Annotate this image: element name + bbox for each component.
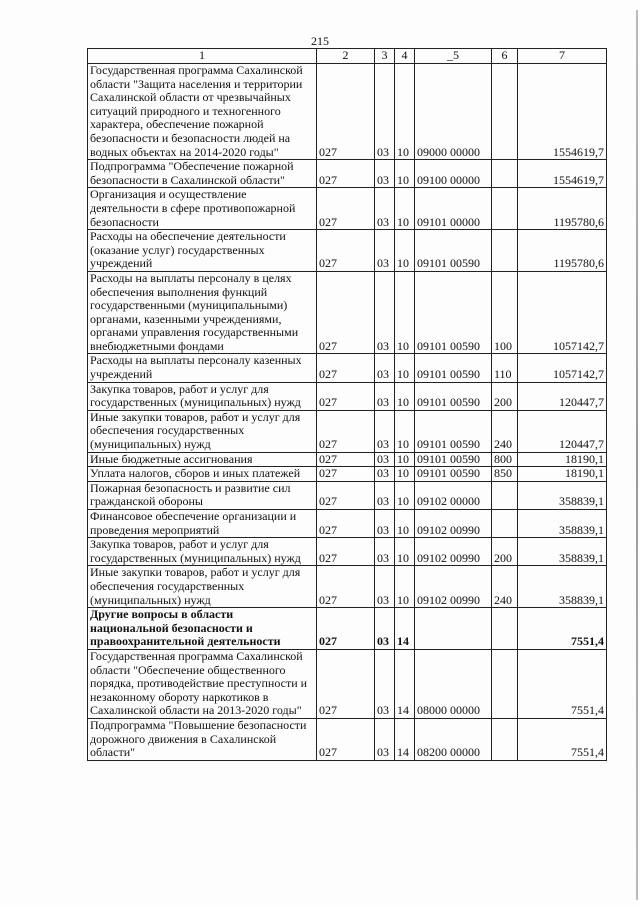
row-name-cell: Закупка товаров, работ и услуг для государственных (муниципальных) нужд — [88, 382, 317, 410]
row-target-article-code: 09102 00000 — [415, 481, 492, 509]
row-target-article-code: 09000 00000 — [415, 64, 492, 160]
table-row — [88, 188, 607, 230]
row-grbs-code: 027 — [317, 160, 375, 188]
row-name-cell: Иные бюджетные ассигнования — [88, 452, 317, 467]
table-row — [88, 354, 607, 382]
row-subsection-code: 10 — [395, 410, 415, 452]
row-grbs-code: 027 — [317, 718, 375, 760]
row-target-article-code: 09101 00590 — [415, 271, 492, 354]
row-target-article-code: 09102 00990 — [415, 566, 492, 608]
row-target-article-code: 09102 00990 — [415, 538, 492, 566]
row-amount: 18190,1 — [518, 452, 607, 467]
row-grbs-code: 027 — [317, 452, 375, 467]
table-header — [88, 49, 607, 64]
row-target-article-code: 09101 00590 — [415, 354, 492, 382]
row-expense-type-code — [492, 481, 518, 509]
row-section-code: 03 — [375, 467, 395, 482]
row-amount: 7551,4 — [518, 608, 607, 650]
row-amount: 120447,7 — [518, 410, 607, 452]
row-name-cell: Пожарная безопасность и развитие сил гражданской обороны — [88, 481, 317, 509]
row-grbs-code: 027 — [317, 566, 375, 608]
row-name-cell: Государственная программа Сахалинской области "Защита населения и территории Сахалинской области от чрезвычайных ситуаций природного и техногенного характера, обеспечение пожарной безопасности и безопасности людей на водных объектах на 2014-2020 годы" — [88, 64, 317, 160]
row-subsection-code: 10 — [395, 452, 415, 467]
row-expense-type-code — [492, 510, 518, 538]
row-subsection-code: 10 — [395, 538, 415, 566]
row-target-article-code: 09101 00590 — [415, 452, 492, 467]
table-row — [88, 538, 607, 566]
row-grbs-code: 027 — [317, 608, 375, 650]
row-section-code: 03 — [375, 452, 395, 467]
row-subsection-code: 10 — [395, 382, 415, 410]
row-subsection-code: 14 — [395, 608, 415, 650]
row-name-cell: Организация и осуществление деятельности в сфере противопожарной безопасности — [88, 188, 317, 230]
row-section-code: 03 — [375, 718, 395, 760]
row-target-article-code: 09100 00000 — [415, 160, 492, 188]
row-subsection-code: 10 — [395, 230, 415, 272]
row-expense-type-code: 240 — [492, 566, 518, 608]
row-subsection-code: 10 — [395, 271, 415, 354]
row-grbs-code: 027 — [317, 510, 375, 538]
row-subsection-code: 10 — [395, 188, 415, 230]
budget-table — [87, 48, 607, 761]
row-name-cell: Уплата налогов, сборов и иных платежей — [88, 467, 317, 482]
row-target-article-code: 09101 00590 — [415, 410, 492, 452]
row-expense-type-code: 850 — [492, 467, 518, 482]
row-grbs-code: 027 — [317, 188, 375, 230]
row-grbs-code: 027 — [317, 410, 375, 452]
row-section-code: 03 — [375, 566, 395, 608]
table-row — [88, 481, 607, 509]
row-grbs-code: 027 — [317, 354, 375, 382]
row-target-article-code: 08200 00000 — [415, 718, 492, 760]
row-expense-type-code: 110 — [492, 354, 518, 382]
row-amount: 1057142,7 — [518, 354, 607, 382]
row-amount: 18190,1 — [518, 467, 607, 482]
table-row — [88, 410, 607, 452]
row-expense-type-code: 800 — [492, 452, 518, 467]
row-grbs-code: 027 — [317, 271, 375, 354]
row-grbs-code: 027 — [317, 538, 375, 566]
row-expense-type-code: 200 — [492, 382, 518, 410]
row-target-article-code: 09101 00590 — [415, 467, 492, 482]
row-section-code: 03 — [375, 510, 395, 538]
page-number: 215 — [311, 34, 329, 48]
table-body — [88, 64, 607, 761]
row-subsection-code: 10 — [395, 566, 415, 608]
row-section-code: 03 — [375, 649, 395, 718]
row-name-cell: Другие вопросы в области национальной безопасности и правоохранительной деятельности — [88, 608, 317, 650]
table-row — [88, 452, 607, 467]
row-amount: 1057142,7 — [518, 271, 607, 354]
row-name-cell: Расходы на обеспечение деятельности (оказание услуг) государственных учреждений — [88, 230, 317, 272]
table-row — [88, 64, 607, 160]
table-row — [88, 160, 607, 188]
header-row — [88, 49, 607, 64]
row-section-code: 03 — [375, 382, 395, 410]
table-row — [88, 382, 607, 410]
row-name-cell: Финансовое обеспечение организации и проведения мероприятий — [88, 510, 317, 538]
row-amount: 358839,1 — [518, 538, 607, 566]
row-expense-type-code — [492, 188, 518, 230]
row-subsection-code: 10 — [395, 510, 415, 538]
row-subsection-code: 10 — [395, 354, 415, 382]
row-target-article-code — [415, 608, 492, 650]
row-amount: 7551,4 — [518, 718, 607, 760]
row-amount: 7551,4 — [518, 649, 607, 718]
header-col-4: 4 — [395, 49, 415, 64]
header-col-6: 6 — [492, 49, 518, 64]
row-grbs-code: 027 — [317, 382, 375, 410]
row-section-code: 03 — [375, 160, 395, 188]
table-row — [88, 608, 607, 650]
row-section-code: 03 — [375, 538, 395, 566]
row-amount: 358839,1 — [518, 566, 607, 608]
row-subsection-code: 14 — [395, 718, 415, 760]
table-row — [88, 271, 607, 354]
row-section-code: 03 — [375, 188, 395, 230]
row-amount: 1195780,6 — [518, 188, 607, 230]
row-target-article-code: 09101 00000 — [415, 188, 492, 230]
row-name-cell: Закупка товаров, работ и услуг для государственных (муниципальных) нужд — [88, 538, 317, 566]
row-name-cell: Государственная программа Сахалинской области "Обеспечение общественного порядка, противодействие преступности и незаконному обороту наркотиков в Сахалинской области на 2013-2020 годы" — [88, 649, 317, 718]
table-row — [88, 230, 607, 272]
row-expense-type-code — [492, 649, 518, 718]
row-expense-type-code: 200 — [492, 538, 518, 566]
header-col-1: 1 — [88, 49, 317, 64]
row-expense-type-code: 100 — [492, 271, 518, 354]
row-amount: 358839,1 — [518, 510, 607, 538]
row-subsection-code: 10 — [395, 160, 415, 188]
row-amount: 1195780,6 — [518, 230, 607, 272]
row-grbs-code: 027 — [317, 64, 375, 160]
scan-edge — [636, 10, 638, 900]
row-subsection-code: 10 — [395, 481, 415, 509]
row-amount: 1554619,7 — [518, 64, 607, 160]
row-name-cell: Иные закупки товаров, работ и услуг для обеспечения государственных (муниципальных) нужд — [88, 566, 317, 608]
row-section-code: 03 — [375, 64, 395, 160]
row-name-cell: Подпрограмма "Повышение безопасности дорожного движения в Сахалинской области" — [88, 718, 317, 760]
row-grbs-code: 027 — [317, 481, 375, 509]
row-section-code: 03 — [375, 410, 395, 452]
row-section-code: 03 — [375, 230, 395, 272]
row-name-cell: Подпрограмма "Обеспечение пожарной безопасности в Сахалинской области" — [88, 160, 317, 188]
row-expense-type-code — [492, 230, 518, 272]
row-section-code: 03 — [375, 608, 395, 650]
row-expense-type-code — [492, 160, 518, 188]
table-row — [88, 718, 607, 760]
header-col-5: _5 — [415, 49, 492, 64]
header-col-7: 7 — [518, 49, 607, 64]
table-row — [88, 467, 607, 482]
table-row — [88, 649, 607, 718]
row-amount: 120447,7 — [518, 382, 607, 410]
table-row — [88, 510, 607, 538]
header-col-2: 2 — [317, 49, 375, 64]
row-section-code: 03 — [375, 354, 395, 382]
row-name-cell: Расходы на выплаты персоналу в целях обеспечения выполнения функций государственными (муниципальными) органами, казенными учреждениями, органами управления государственными внебюджетными фондами — [88, 271, 317, 354]
row-expense-type-code: 240 — [492, 410, 518, 452]
row-grbs-code: 027 — [317, 230, 375, 272]
row-name-cell: Расходы на выплаты персоналу казенных учреждений — [88, 354, 317, 382]
row-target-article-code: 08000 00000 — [415, 649, 492, 718]
row-grbs-code: 027 — [317, 649, 375, 718]
row-amount: 358839,1 — [518, 481, 607, 509]
row-amount: 1554619,7 — [518, 160, 607, 188]
row-target-article-code: 09102 00990 — [415, 510, 492, 538]
row-expense-type-code — [492, 608, 518, 650]
row-expense-type-code — [492, 64, 518, 160]
row-grbs-code: 027 — [317, 467, 375, 482]
row-target-article-code: 09101 00590 — [415, 382, 492, 410]
row-expense-type-code — [492, 718, 518, 760]
row-section-code: 03 — [375, 271, 395, 354]
table-row — [88, 566, 607, 608]
header-col-3: 3 — [375, 49, 395, 64]
row-subsection-code: 10 — [395, 64, 415, 160]
row-subsection-code: 10 — [395, 467, 415, 482]
row-name-cell: Иные закупки товаров, работ и услуг для обеспечения государственных (муниципальных) нужд — [88, 410, 317, 452]
row-section-code: 03 — [375, 481, 395, 509]
row-subsection-code: 14 — [395, 649, 415, 718]
row-target-article-code: 09101 00590 — [415, 230, 492, 272]
